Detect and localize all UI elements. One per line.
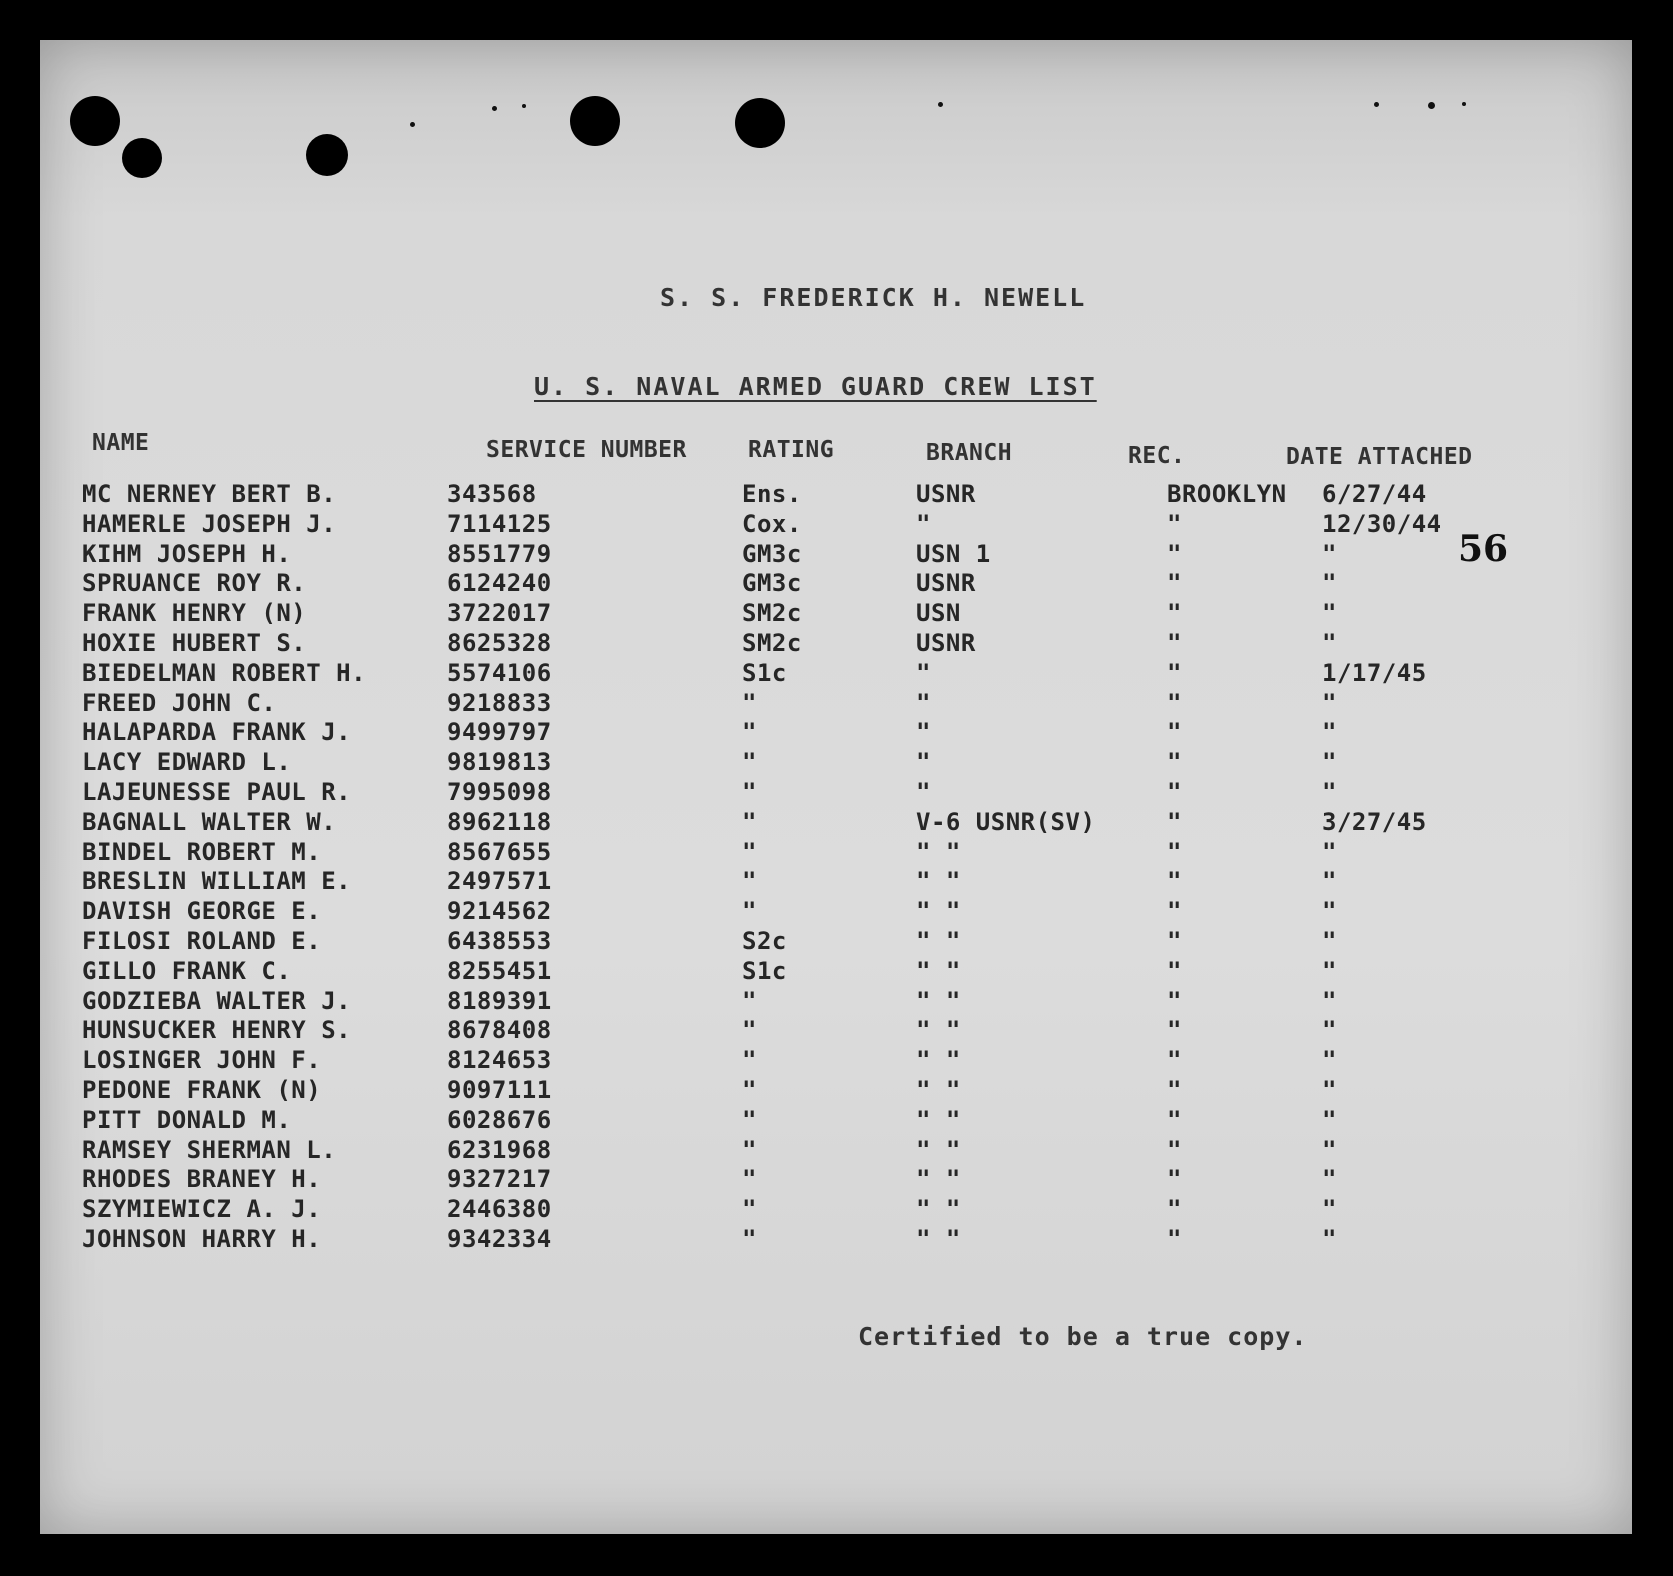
date-attached: " (1322, 688, 1337, 717)
rec: " (1167, 1165, 1182, 1194)
date-attached: " (1322, 599, 1337, 628)
service-number: 9097111 (447, 1076, 552, 1104)
branch: " (916, 778, 931, 806)
crew-name: SPRUANCE ROY R. (82, 569, 307, 598)
service-number: 3722017 (447, 599, 552, 628)
table-row (40, 987, 1632, 1017)
branch: " " (916, 1165, 961, 1194)
branch: " (916, 658, 931, 687)
service-number: 9218833 (447, 688, 552, 717)
table-row (40, 599, 1632, 629)
branch: " " (916, 986, 961, 1015)
crew-name: BAGNALL WALTER W. (82, 807, 337, 836)
dust-speck (492, 106, 497, 111)
rec: " (1167, 927, 1182, 955)
table-row (40, 748, 1632, 778)
table-row (40, 1136, 1632, 1166)
table-row (40, 1195, 1632, 1225)
rating: " (742, 1165, 757, 1194)
table-row (40, 689, 1632, 719)
rating: " (742, 1076, 757, 1104)
date-attached: " (1322, 1016, 1337, 1045)
punch-hole (306, 134, 348, 176)
crew-name: BIEDELMAN ROBERT H. (82, 658, 367, 687)
crew-name: FRANK HENRY (N) (82, 599, 307, 628)
table-row (40, 569, 1632, 599)
rec: " (1167, 718, 1182, 747)
table-row (40, 659, 1632, 689)
branch: " " (916, 956, 961, 985)
branch: USN 1 (916, 539, 991, 568)
service-number: 8962118 (447, 807, 552, 836)
table-row (40, 1165, 1632, 1195)
table-row (40, 480, 1632, 510)
branch: " (916, 748, 931, 777)
ship-name: S. S. FREDERICK H. NEWELL (660, 283, 1087, 312)
rating: " (742, 807, 757, 836)
rating: " (742, 837, 757, 866)
service-number: 8678408 (447, 1016, 552, 1045)
rec: " (1167, 569, 1182, 598)
table-row (40, 718, 1632, 748)
rating: " (742, 778, 757, 806)
certification-note: Certified to be a true copy. (858, 1322, 1308, 1351)
crew-name: LACY EDWARD L. (82, 748, 292, 777)
dust-speck (522, 104, 526, 108)
table-row (40, 540, 1632, 570)
date-attached: " (1322, 629, 1337, 657)
rec: " (1167, 1016, 1182, 1045)
branch: " " (916, 1105, 961, 1134)
rating: " (742, 897, 757, 926)
date-attached: " (1322, 778, 1337, 806)
rec: " (1167, 599, 1182, 628)
rec: " (1167, 688, 1182, 717)
punch-hole (70, 96, 120, 146)
date-attached: " (1322, 986, 1337, 1015)
date-attached: 3/27/45 (1322, 807, 1427, 836)
date-attached: " (1322, 927, 1337, 955)
punch-hole (122, 138, 162, 178)
rating: " (742, 718, 757, 747)
table-row (40, 1076, 1632, 1106)
table-row (40, 1106, 1632, 1136)
rating: " (742, 1046, 757, 1075)
crew-name: PITT DONALD M. (82, 1105, 292, 1134)
rating: SM2c (742, 599, 802, 628)
column-header-rec: REC. (1128, 443, 1186, 469)
table-row (40, 927, 1632, 957)
rec: " (1167, 778, 1182, 806)
table-row (40, 897, 1632, 927)
date-attached: " (1322, 1135, 1337, 1164)
rec: " (1167, 1046, 1182, 1075)
table-row (40, 1225, 1632, 1255)
date-attached: 1/17/45 (1322, 658, 1427, 687)
rating: S1c (742, 658, 787, 687)
punch-hole (570, 96, 620, 146)
rec: " (1167, 807, 1182, 836)
crew-name: MC NERNEY BERT B. (82, 480, 337, 508)
rec: " (1167, 539, 1182, 568)
service-number: 2497571 (447, 867, 552, 896)
rec: " (1167, 658, 1182, 687)
service-number: 7995098 (447, 778, 552, 806)
crew-name: PEDONE FRANK (N) (82, 1076, 322, 1104)
table-row (40, 1016, 1632, 1046)
rec: " (1167, 748, 1182, 777)
rating: " (742, 986, 757, 1015)
branch: " (916, 688, 931, 717)
punch-hole (735, 98, 785, 148)
rec: " (1167, 509, 1182, 538)
table-row (40, 629, 1632, 659)
rec: " (1167, 1105, 1182, 1134)
date-attached: " (1322, 956, 1337, 985)
rating: SM2c (742, 629, 802, 657)
crew-name: RAMSEY SHERMAN L. (82, 1135, 337, 1164)
rec: " (1167, 986, 1182, 1015)
table-row (40, 957, 1632, 987)
service-number: 2446380 (447, 1195, 552, 1224)
crew-name: HOXIE HUBERT S. (82, 629, 307, 657)
date-attached: " (1322, 837, 1337, 866)
crew-name: LOSINGER JOHN F. (82, 1046, 322, 1075)
branch: " " (916, 1135, 961, 1164)
branch: " " (916, 927, 961, 955)
table-row (40, 867, 1632, 897)
rating: " (742, 1016, 757, 1045)
service-number: 343568 (447, 480, 537, 508)
crew-name: KIHM JOSEPH H. (82, 539, 292, 568)
crew-name: HUNSUCKER HENRY S. (82, 1016, 352, 1045)
service-number: 9499797 (447, 718, 552, 747)
rating: GM3c (742, 539, 802, 568)
crew-name: HALAPARDA FRANK J. (82, 718, 352, 747)
date-attached: " (1322, 1105, 1337, 1134)
document-page (40, 40, 1632, 1534)
date-attached: " (1322, 748, 1337, 777)
rating: " (742, 1225, 757, 1253)
rec: " (1167, 867, 1182, 896)
service-number: 8625328 (447, 629, 552, 657)
dust-speck (410, 122, 415, 127)
rating: S1c (742, 956, 787, 985)
dust-speck (1462, 102, 1466, 106)
rec: " (1167, 1195, 1182, 1224)
crew-table (40, 480, 1632, 1300)
service-number: 6438553 (447, 927, 552, 955)
service-number: 7114125 (447, 509, 552, 538)
date-attached: " (1322, 1195, 1337, 1224)
date-attached: " (1322, 1165, 1337, 1194)
list-title: U. S. NAVAL ARMED GUARD CREW LIST (534, 372, 1097, 401)
date-attached: 12/30/44 (1322, 509, 1442, 538)
service-number: 9214562 (447, 897, 552, 926)
date-attached: " (1322, 1046, 1337, 1075)
rec: " (1167, 629, 1182, 657)
crew-name: FREED JOHN C. (82, 688, 277, 717)
date-attached: " (1322, 1076, 1337, 1104)
rating: " (742, 688, 757, 717)
rec: " (1167, 897, 1182, 926)
date-attached: " (1322, 569, 1337, 598)
branch: USNR (916, 569, 976, 598)
service-number: 8124653 (447, 1046, 552, 1075)
branch: " (916, 509, 931, 538)
dust-speck (938, 102, 943, 107)
rating: S2c (742, 927, 787, 955)
branch: " " (916, 837, 961, 866)
rec: " (1167, 956, 1182, 985)
crew-name: JOHNSON HARRY H. (82, 1225, 322, 1253)
branch: USNR (916, 629, 976, 657)
service-number: 6231968 (447, 1135, 552, 1164)
date-attached: " (1322, 897, 1337, 926)
rec: " (1167, 1076, 1182, 1104)
rating: Cox. (742, 509, 802, 538)
rec: " (1167, 1135, 1182, 1164)
branch: " " (916, 1076, 961, 1104)
rating: GM3c (742, 569, 802, 598)
crew-name: DAVISH GEORGE E. (82, 897, 322, 926)
column-header-name: NAME (92, 430, 150, 456)
service-number: 6124240 (447, 569, 552, 598)
branch: " " (916, 867, 961, 896)
date-attached: " (1322, 867, 1337, 896)
rating: Ens. (742, 480, 802, 508)
service-number: 8551779 (447, 539, 552, 568)
dust-speck (1428, 102, 1435, 109)
branch: USN (916, 599, 961, 628)
table-row (40, 808, 1632, 838)
rec: " (1167, 1225, 1182, 1253)
branch: " " (916, 1016, 961, 1045)
branch: " " (916, 1195, 961, 1224)
crew-name: GODZIEBA WALTER J. (82, 986, 352, 1015)
column-header-date-attached: DATE ATTACHED (1286, 444, 1473, 470)
rating: " (742, 867, 757, 896)
table-row (40, 838, 1632, 868)
branch: V-6 USNR(SV) (916, 807, 1096, 836)
crew-name: LAJEUNESSE PAUL R. (82, 778, 352, 806)
column-header-branch: BRANCH (926, 440, 1013, 466)
service-number: 9819813 (447, 748, 552, 777)
rec: BROOKLYN (1167, 480, 1287, 508)
branch: " " (916, 897, 961, 926)
service-number: 8567655 (447, 837, 552, 866)
service-number: 8189391 (447, 986, 552, 1015)
branch: " (916, 718, 931, 747)
rec: " (1167, 837, 1182, 866)
column-header-rating: RATING (748, 437, 835, 463)
crew-name: FILOSI ROLAND E. (82, 927, 322, 955)
rating: " (742, 748, 757, 777)
table-row (40, 510, 1632, 540)
crew-name: SZYMIEWICZ A. J. (82, 1195, 322, 1224)
branch: " " (916, 1225, 961, 1253)
crew-name: BINDEL ROBERT M. (82, 837, 322, 866)
crew-name: HAMERLE JOSEPH J. (82, 509, 337, 538)
service-number: 5574106 (447, 658, 552, 687)
crew-name: GILLO FRANK C. (82, 956, 292, 985)
date-attached: 6/27/44 (1322, 480, 1427, 508)
table-row (40, 778, 1632, 808)
service-number: 8255451 (447, 956, 552, 985)
table-row (40, 1046, 1632, 1076)
rating: " (742, 1105, 757, 1134)
date-attached: " (1322, 718, 1337, 747)
crew-name: BRESLIN WILLIAM E. (82, 867, 352, 896)
date-attached: " (1322, 1225, 1337, 1253)
date-attached: " (1322, 539, 1337, 568)
crew-name: RHODES BRANEY H. (82, 1165, 322, 1194)
service-number: 9327217 (447, 1165, 552, 1194)
rating: " (742, 1135, 757, 1164)
service-number: 9342334 (447, 1225, 552, 1253)
page-number: 56 (1458, 528, 1509, 570)
branch: " " (916, 1046, 961, 1075)
branch: USNR (916, 480, 976, 508)
dust-speck (1374, 102, 1379, 107)
column-header-service-number: SERVICE NUMBER (486, 437, 687, 463)
rating: " (742, 1195, 757, 1224)
service-number: 6028676 (447, 1105, 552, 1134)
